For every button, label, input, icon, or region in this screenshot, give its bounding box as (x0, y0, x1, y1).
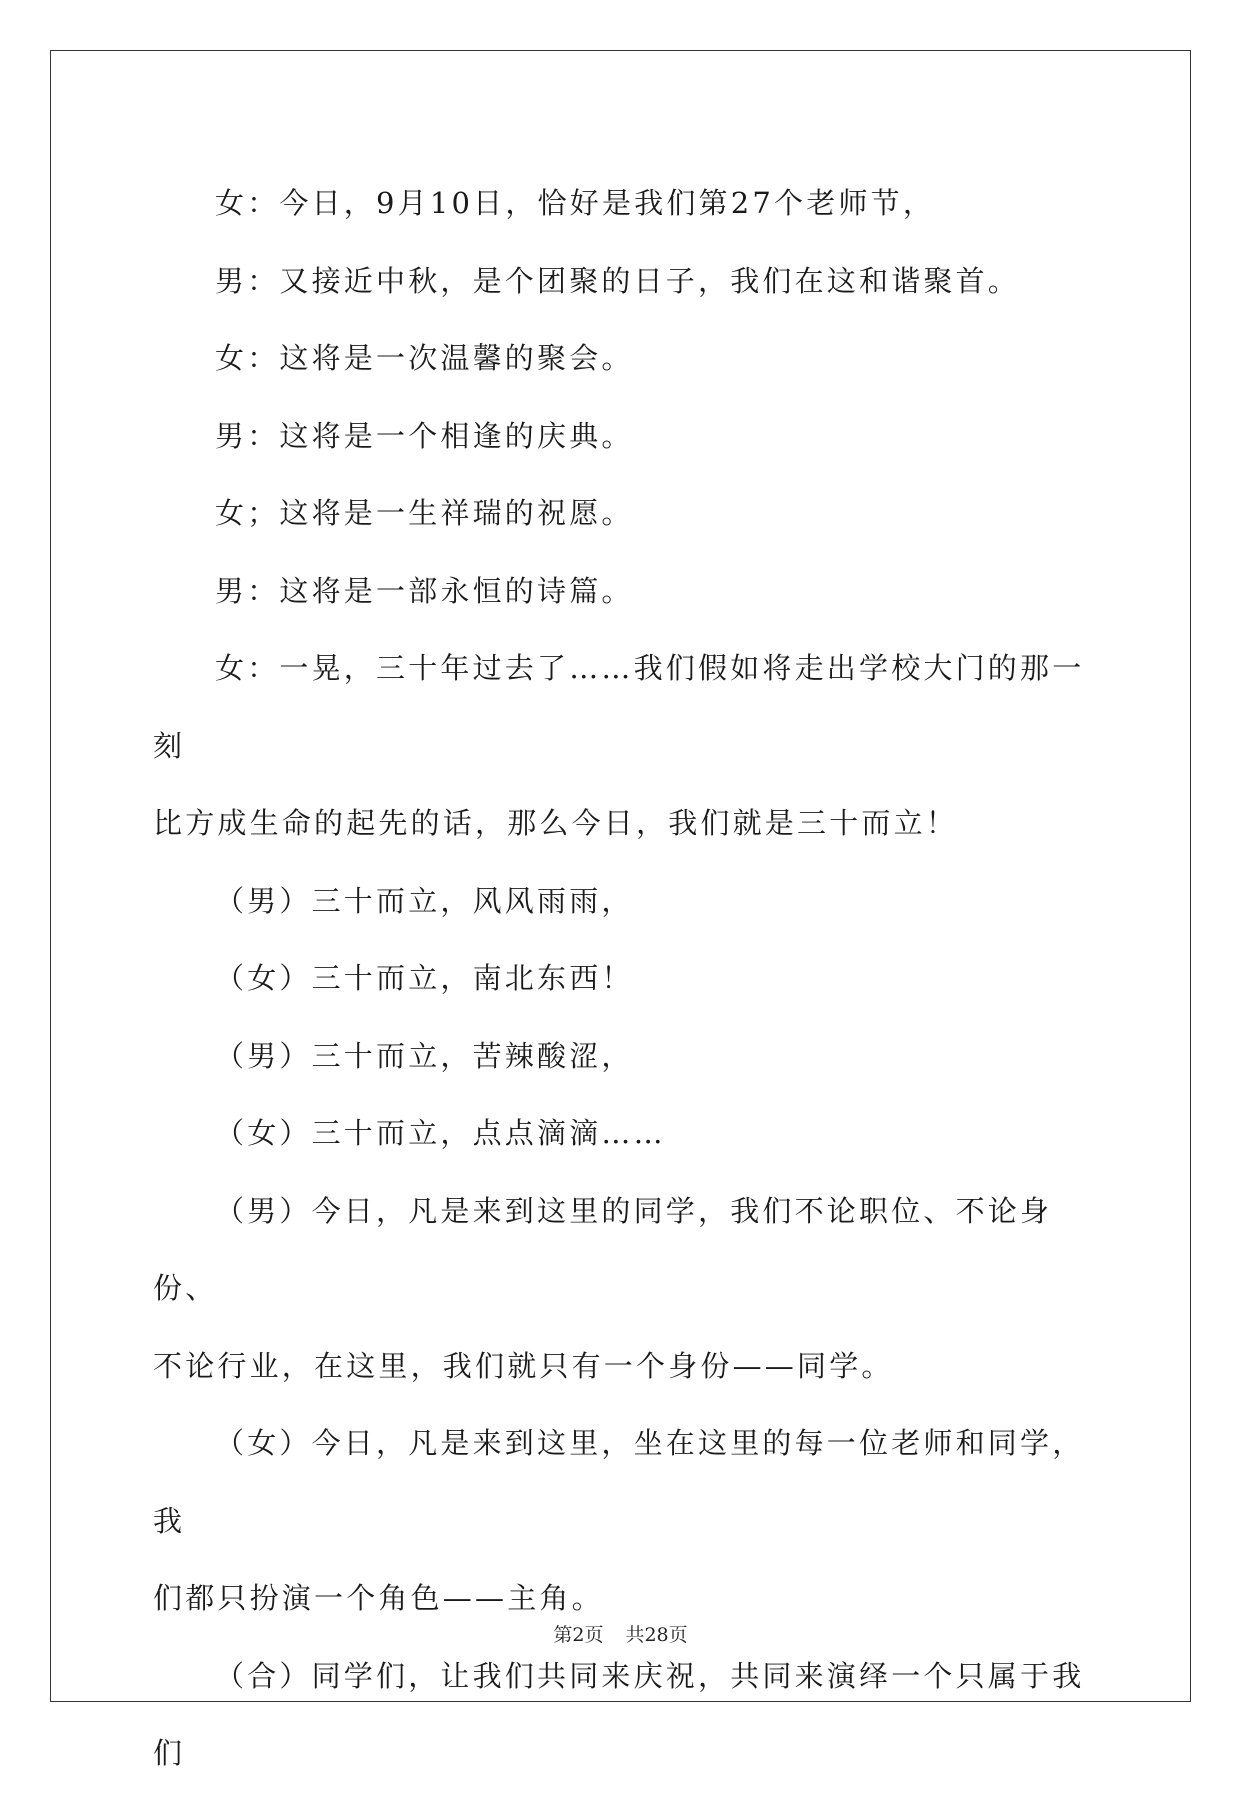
page-number: 第2页 (553, 1624, 604, 1646)
paragraph-line: （女）三十而立，点点滴滴…… (215, 1116, 666, 1150)
paragraph-line: 们都只扮演一个角色——主角。 (153, 1581, 604, 1615)
paragraph-line: （男）三十而立，风风雨雨， (215, 883, 634, 918)
paragraph-line: 男：又接近中秋，是个团聚的日子，我们在这和谐聚首。 (215, 263, 1021, 298)
paragraph-line: （男）三十而立，苦辣酸涩， (215, 1038, 634, 1073)
paragraph-line: 男：这将是一部永恒的诗篇。 (215, 573, 634, 608)
paragraph-line: 女：一晃，三十年过去了……我们假如将走出学校大门的那一刻 (153, 651, 1085, 763)
document-body (153, 165, 1093, 1793)
paragraph-line: 比方成生命的起先的话，那么今日，我们就是三十而立！ (153, 806, 959, 840)
paragraph-line: 不论行业，在这里，我们就只有一个身份——同学。 (153, 1348, 894, 1383)
paragraph-line: 女：这将是一次温馨的聚会。 (215, 341, 634, 375)
paragraph-line: 女；这将是一生祥瑞的祝愿。 (215, 496, 634, 530)
paragraph-line: （女）三十而立，南北东西！ (215, 961, 634, 995)
paragraph-line: （男）今日，凡是来到这里的同学，我们不论职位、不论身份、 (153, 1193, 1053, 1305)
paragraph-line: （女）今日，凡是来到这里，坐在这里的每一位老师和同学，我 (153, 1426, 1085, 1538)
page-footer (0, 1620, 1241, 1647)
paragraph-line: （合）同学们，让我们共同来庆祝，共同来演绎一个只属于我们 (153, 1658, 1085, 1770)
page-total: 共28页 (625, 1624, 688, 1646)
paragraph-line: 男：这将是一个相逢的庆典。 (215, 418, 634, 453)
paragraph-line: 女：今日，9月10日，恰好是我们第27个老师节， (215, 186, 936, 220)
